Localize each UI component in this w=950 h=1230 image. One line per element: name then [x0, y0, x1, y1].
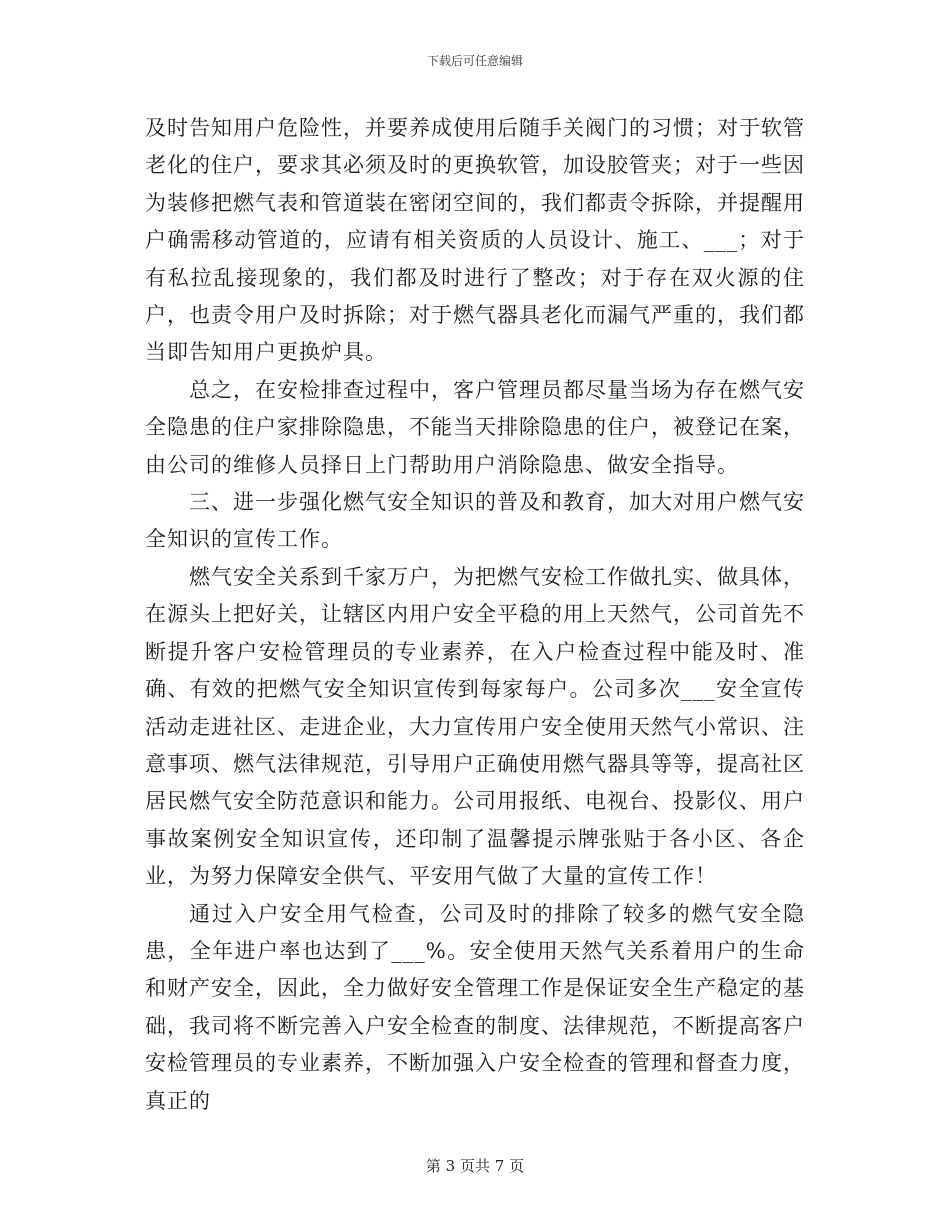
page-header: 下载后可任意编辑 — [426, 54, 523, 68]
paragraph-2: 总之，在安检排查过程中，客户管理员都尽量当场为存在燃气安全隐患的住户家排除隐患，不能当天排除隐患的住户，被登记在案，由公司的维修人员择日上门帮助用户消除隐患、做安全指导。 — [145, 377, 805, 477]
paragraph-3: 三、进一步强化燃气安全知识的普及和教育，加大对用户燃气安全知识的宣传工作。 — [145, 490, 805, 552]
paragraph-5: 通过入户安全用气检查，公司及时的排除了较多的燃气安全隐患，全年进户率也达到了___%。安全使用天然气关系着用户的生命和财产安全，因此，全力做好安全管理工作是保证安全生产稳定的基础，我司将不断完善入户安全检查的制度、法律规范，不断提高客户安检管理员的专业素养，不断加强入户安全检查的管理和督查力度，真正的 — [145, 901, 805, 1113]
page-footer: 第 3 页共 7 页 — [425, 1157, 525, 1175]
document-body — [145, 110, 805, 1120]
paragraph-4: 燃气安全关系到千家万户，为把燃气安检工作做扎实、做具体，在源头上把好关，让辖区内用户安全平稳的用上天然气，公司首先不断提升客户安检管理员的专业素养，在入户检查过程中能及时、准确、有效的把燃气安全知识宣传到每家每户。公司多次___安全宣传活动走进社区、走进企业，大力宣传用户安全使用天然气小常识、注意事项、燃气法律规范，引导用户正确使用燃气器具等等，提高社区居民燃气安全防范意识和能力。公司用报纸、电视台、投影仪、用户事故案例安全知识宣传，还印制了温馨提示牌张贴于各小区、各企业，为努力保障安全供气、平安用气做了大量的宣传工作！ — [145, 564, 805, 889]
paragraph-1: 及时告知用户危险性，并要养成使用后随手关阀门的习惯；对于软管老化的住户，要求其必须及时的更换软管，加设胶管夹；对于一些因为装修把燃气表和管道装在密闭空间的，我们都责令拆除，并提醒用户确需移动管道的，应请有相关资质的人员设计、施工、___；对于有私拉乱接现象的，我们都及时进行了整改；对于存在双火源的住户，也责令用户及时拆除；对于燃气器具老化而漏气严重的，我们都当即告知用户更换炉具。 — [145, 116, 805, 365]
